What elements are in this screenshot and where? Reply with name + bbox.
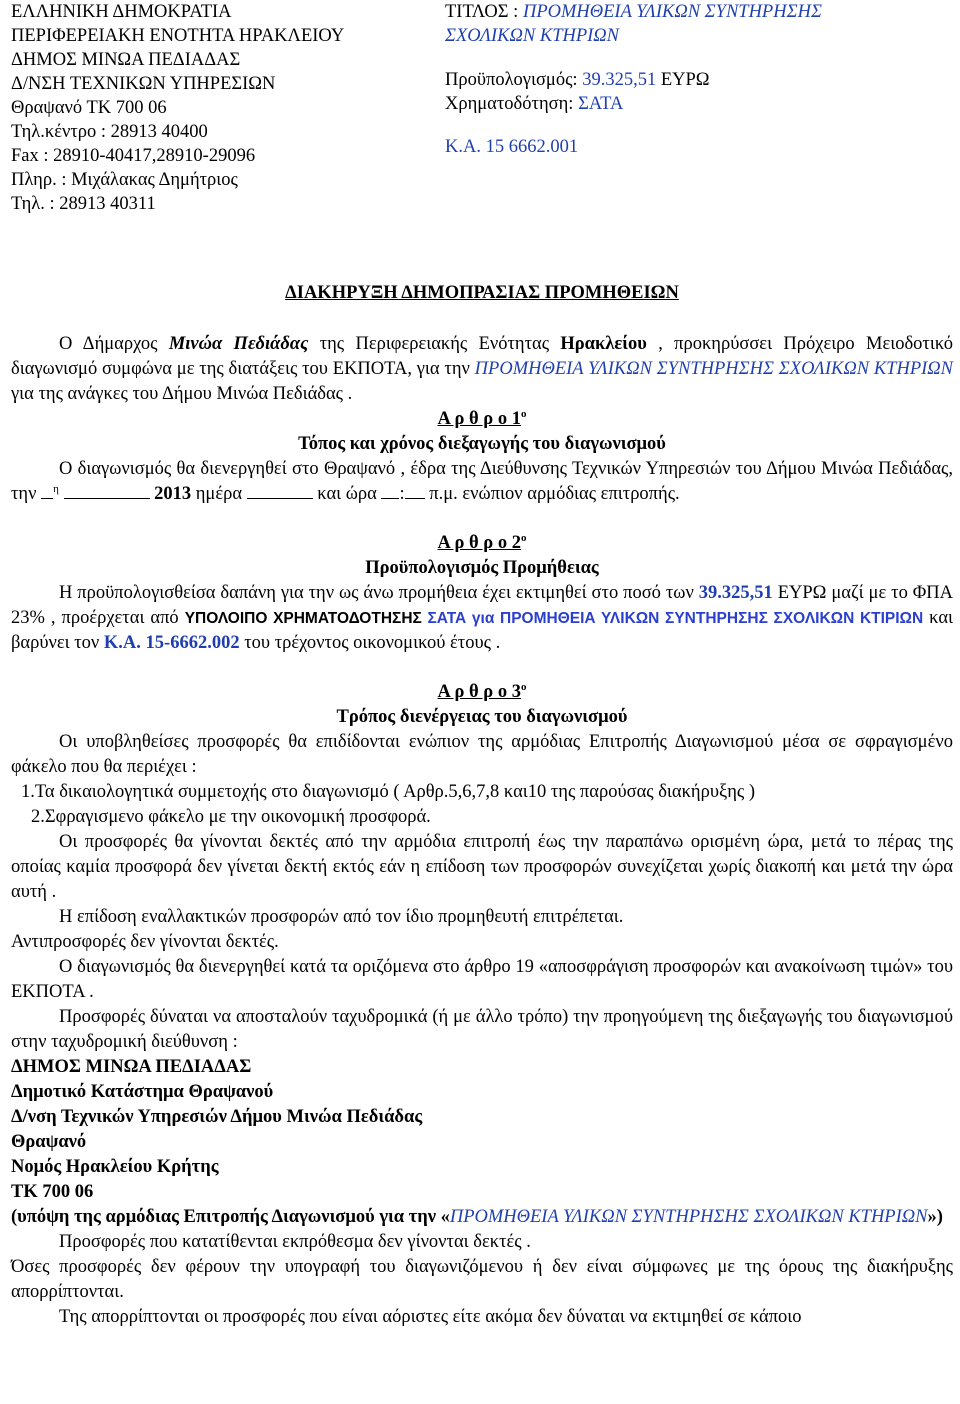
heading-text: Α ρ θ ρ ο 1 [437, 409, 521, 429]
contact-line: Πληρ. : Μιχάλακας Δημήτριος [11, 170, 238, 190]
text-run: και ώρα [312, 484, 382, 504]
heading-text: Α ρ θ ρ ο 3 [437, 682, 521, 702]
issuer-line: ΕΛΛΗΝΙΚΗ ΔΗΜΟΚΡΑΤΙΑ [11, 2, 232, 22]
article-3-paragraph: Οι προσφορές θα γίνονται δεκτές από την αρμόδια επιτροπή έως την παραπάνω ορισμένη ώρα, μετά το πέρας της οποίας καμία προσφορά δεν γίνεται δεκτή εκτός εάν η επίδοση των προσφορών συνεχίζεται χωρίς διακοπή και μετά την ώρα αυτή . [11, 832, 953, 902]
year: 2013 [149, 484, 192, 504]
day-blank [41, 482, 53, 499]
text-run: ΕΥΡΩ μαζί με το ΦΠΑ 23% , προέρχεται από [11, 583, 953, 628]
title-value-cont: ΣΧΟΛΙΚΩΝ ΚΤΗΡΙΩΝ [445, 26, 620, 46]
address-line: ΔΗΜΟΣ ΜΙΝΩΑ ΠΕΔΙΑΔΑΣ [11, 1057, 252, 1077]
address-line: ΤΚ 700 06 [11, 1182, 94, 1202]
funding-source-detail: ΣΑΤΑ για ΠΡΟΜΗΘΕΙΑ ΥΛΙΚΩΝ ΣΥΝΤΗΡΗΣΗΣ ΣΧΟΛΙΚΩΝ ΚΤΙΡΙΩΝ [427, 610, 924, 627]
ordinal: η [53, 482, 59, 495]
subject: ΠΡΟΜΗΘΕΙΑ ΥΛΙΚΩΝ ΣΥΝΤΗΡΗΣΗΣ ΣΧΟΛΙΚΩΝ ΚΤΗΡΙΩΝ [449, 1207, 928, 1227]
text-run: (υπόψη της αρμόδιας Επιτροπής Διαγωνισμού για την « [11, 1207, 450, 1227]
budget-code: Κ.Α. 15 6662.001 [445, 137, 579, 157]
text-run: Η προϋπολογισθείσα δαπάνη για την ως άνω προμήθεια έχει εκτιμηθεί στο ποσό των [59, 583, 699, 603]
minute-blank [405, 482, 425, 499]
article-3-paragraph: Προσφορές δύναται να αποσταλούν ταχυδρομικά (ή με άλλο τρόπο) την προηγούμενη της διεξαγωγής του διαγωνισμού στην ταχυδρομική διεύθυνση : [11, 1007, 953, 1052]
text-run: , προκηρύσσει Πρόχειρο Μειοδοτικό διαγωνισμό συμφώνα με της διατάξεις του ΕΚΠΟΤΑ, για την [11, 334, 953, 379]
article-2-subheading: Προϋπολογισμός Προμήθειας [365, 558, 599, 578]
contact-phone-line: Τηλ. : 28913 40311 [11, 194, 156, 214]
article-3-subheading: Τρόπος διενέργειας του διαγωνισμού [336, 707, 628, 727]
hour-blank [381, 482, 399, 499]
ordinal: ο [520, 407, 527, 420]
list-item: 1.Τα δικαιολογητικά συμμετοχής στο διαγωνισμό ( Αρθρ.5,6,7,8 και10 της παρούσας διακήρυξης ) [21, 782, 756, 802]
article-3-paragraph: Αντιπροσφορές δεν γίνονται δεκτές. [11, 932, 279, 952]
budget-unit: ΕΥΡΩ [656, 70, 710, 90]
article-3-paragraph: Η επίδοση εναλλακτικών προσφορών από τον ίδιο προμηθευτή επιτρέπεται. [59, 907, 624, 927]
article-2-text [11, 581, 953, 656]
issuer-line: Δ/ΝΣΗ ΤΕΧΝΙΚΩΝ ΥΠΗΡΕΣΙΩΝ [11, 74, 276, 94]
address-line: Δ/νση Τεχνικών Υπηρεσιών Δήμου Μινώα Πεδιάδας [11, 1107, 423, 1127]
intro-paragraph [11, 332, 953, 407]
article-3-paragraph: Όσες προσφορές δεν φέρουν την υπογραφή του διαγωνιζόμενου ή δεν είναι σύμφωνες με της όρους της διακήρυξης απορρίπτονται. [11, 1257, 953, 1302]
title-label: ΤΙΤΛΟΣ : [445, 2, 523, 22]
article-3-paragraph: Οι υποβληθείσες προσφορές θα επιδίδονται ενώπιον της αρμόδιας Επιτροπής Διαγωνισμού μέσα σε σφραγισμένο φάκελο που θα περιέχει : [11, 732, 953, 777]
text-run: και βαρύνει τον [11, 608, 954, 653]
address-line: Νομός Ηρακλείου Κρήτης [11, 1157, 219, 1177]
phone-line: Τηλ.κέντρο : 28913 40400 [11, 122, 208, 142]
region-name: Ηρακλείου [560, 334, 647, 354]
funding-source: ΥΠΟΛΟΙΠΟ ΧΡΗΜΑΤΟΔΟΤΗΣΗΣ [184, 610, 428, 627]
text-run: π.μ. ενώπιον αρμόδιας επιτροπής. [424, 484, 680, 504]
project-info-block [445, 0, 945, 159]
article-3-paragraph: Της απορρίπτονται οι προσφορές που είναι αόριστες είτε ακόμα δεν δύναται να εκτιμηθεί σε κάποιο [59, 1307, 802, 1327]
address-line: Θραψανό [11, 1132, 87, 1152]
text-run: ημέρα [191, 484, 247, 504]
title-value: ΠΡΟΜΗΘΕΙΑ ΥΛΙΚΩΝ ΣΥΝΤΗΡΗΣΗΣ [522, 2, 822, 22]
budget-code: Κ.Α. 15-6662.002 [103, 633, 240, 653]
ordinal: ο [520, 531, 527, 544]
funding-value: ΣΑΤΑ [578, 94, 624, 114]
subject: ΠΡΟΜΗΘΕΙΑ ΥΛΙΚΩΝ ΣΥΝΤΗΡΗΣΗΣ ΣΧΟΛΙΚΩΝ ΚΤΗΡΙΩΝ [474, 359, 953, 379]
fax-line: Fax : 28910-40417,28910-29096 [11, 146, 256, 166]
text-run: του τρέχοντος οικονομικού έτους . [239, 633, 501, 653]
address-note [11, 1205, 953, 1230]
article-1-heading [11, 407, 953, 432]
text-run: για της ανάγκες του Δήμου Μινώα Πεδιάδας . [11, 384, 353, 404]
weekday-blank [247, 482, 313, 499]
budget-label: Προϋπολογισμός: [445, 70, 583, 90]
article-3-paragraph: Ο διαγωνισμός θα διενεργηθεί κατά τα οριζόμενα στο άρθρο 19 «αποσφράγιση προσφορών και ανακοίνωση τιμών» του ΕΚΠΟΤΑ . [11, 957, 953, 1002]
address-line: Θραψανό ΤΚ 700 06 [11, 98, 167, 118]
issuer-line: ΠΕΡΙΦΕΡΕΙΑΚΗ ΕΝΟΤΗΤΑ ΗΡΑΚΛΕΙΟΥ [11, 26, 345, 46]
text-run: ») [927, 1207, 943, 1227]
heading-text: Α ρ θ ρ ο 2 [437, 533, 521, 553]
article-2-heading [11, 531, 953, 556]
article-1-text: Ο διαγωνισμός θα διενεργηθεί στο Θραψανό , έδρα της Διεύθυνσης Τεχνικών Υπηρεσιών του Δήμου Μινώα Πεδιάδας, την $^\eta$ 2013 ημέρα και ώρα : π.μ. ενώπιον αρμόδιας επιτροπής. [11, 459, 953, 504]
text-run: της Περιφερειακής Ενότητας [308, 334, 561, 354]
month-blank [64, 482, 150, 499]
mayor-name: Μινώα Πεδιάδας [168, 334, 309, 354]
budget-value: 39.325,51 [582, 70, 657, 90]
article-3-heading [11, 680, 953, 705]
address-line: Δημοτικό Κατάστημα Θραψανού [11, 1082, 274, 1102]
list-item: 2.Σφραγισμενο φάκελο με την οικονομική προσφορά. [31, 807, 431, 827]
document-body [11, 281, 953, 1330]
funding-label: Χρηματοδότηση: [445, 94, 579, 114]
article-1-subheading: Τόπος και χρόνος διεξαγωγής του διαγωνισμού [298, 434, 666, 454]
ordinal: ο [520, 680, 527, 693]
text-run: Ο Δήμαρχος [59, 334, 169, 354]
issuer-line: ΔΗΜΟΣ ΜΙΝΩΑ ΠΕΔΙΑΔΑΣ [11, 50, 241, 70]
text-run: Ο διαγωνισμός θα διενεργηθεί στο Θραψανό , έδρα της Διεύθυνσης Τεχνικών Υπηρεσιών του Δήμου Μινώα Πεδιάδας, την [11, 459, 953, 504]
issuer-block [11, 0, 431, 216]
page-title: ΔΙΑΚΗΡΥΞΗ ΔΗΜΟΠΡΑΣΙΑΣ ΠΡΟΜΗΘΕΙΩΝ [285, 283, 679, 303]
article-3-paragraph: Προσφορές που κατατίθενται εκπρόθεσμα δεν γίνονται δεκτές . [59, 1232, 531, 1252]
amount: 39.325,51 [698, 583, 773, 603]
